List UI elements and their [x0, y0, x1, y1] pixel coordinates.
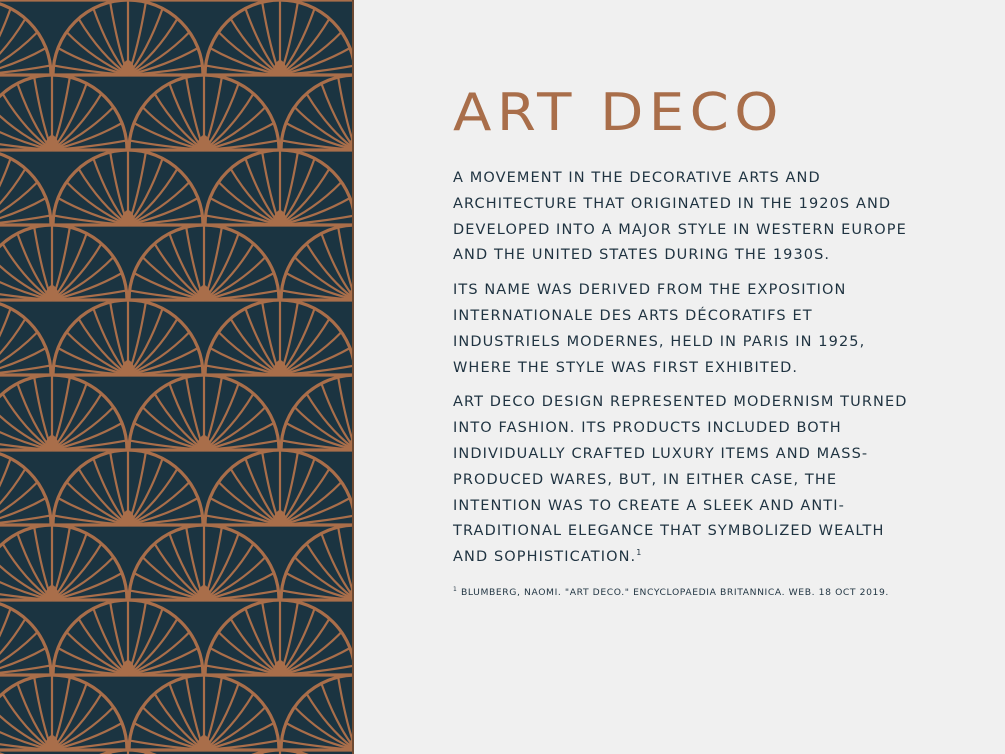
- paragraph-3: [453, 390, 908, 571]
- footnote-reference: 1: [636, 548, 643, 558]
- fan-pattern-graphic: [0, 0, 352, 754]
- page-title: ART DECO: [453, 83, 784, 143]
- footnote: [453, 586, 913, 600]
- footnote-text: BLUMBERG, NAOMI. "ART DECO." ENCYCLOPAEDIA BRITANNICA. WEB. 18 OCT 2019.: [460, 586, 889, 598]
- panel-divider: [352, 0, 354, 754]
- paragraph-1: [453, 166, 908, 269]
- paragraph-2-text: ITS NAME WAS DERIVED FROM THE EXPOSITION INTERNATIONALE DES ARTS DÉCORATIFS ET INDUSTRIELS MODERNES, HELD IN PARIS IN 1925, WHERE THE STYLE WAS FIRST EXHIBITED.: [453, 282, 866, 376]
- footnote-marker: 1: [453, 585, 458, 593]
- article: [453, 82, 913, 600]
- paragraph-3-text: ART DECO DESIGN REPRESENTED MODERNISM TURNED INTO FASHION. ITS PRODUCTS INCLUDED BOTH INDIVIDUALLY CRAFTED LUXURY ITEMS AND MASS-PRODUCED WARES, BUT, IN EITHER CASE, THE INTENTION WAS TO CREATE A SLEEK AND ANTI-TRADITIONAL ELEGANCE THAT SYMBOLIZED WEALTH AND SOPHISTICATION.: [453, 394, 908, 566]
- paragraph-2: [453, 278, 908, 381]
- art-deco-fan-pattern: [0, 0, 352, 754]
- paragraph-1-text: A MOVEMENT IN THE DECORATIVE ARTS AND ARCHITECTURE THAT ORIGINATED IN THE 1920S AND DEVELOPED INTO A MAJOR STYLE IN WESTERN EUROPE AND THE UNITED STATES DURING THE 1930S.: [453, 170, 907, 264]
